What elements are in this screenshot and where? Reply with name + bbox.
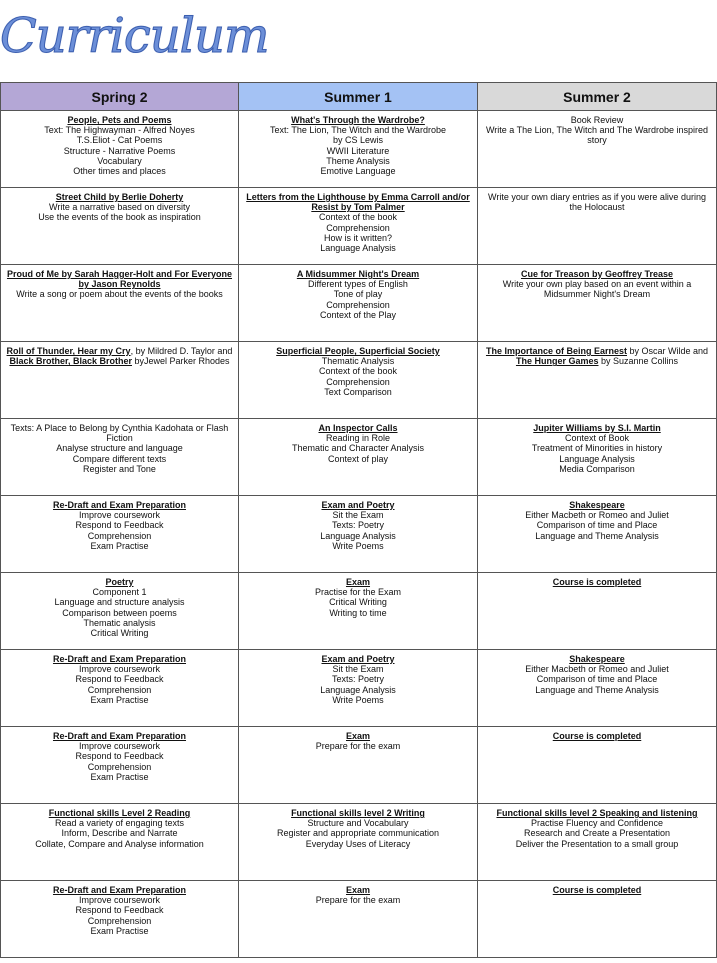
cell-line: Comparison of time and Place bbox=[536, 520, 658, 531]
cell-spring-2 bbox=[1, 727, 239, 804]
cell-summer-2 bbox=[478, 188, 717, 265]
cell-line: Everyday Uses of Literacy bbox=[305, 838, 411, 849]
cell-heading: Exam bbox=[345, 577, 371, 587]
cell-line: Context of play bbox=[327, 453, 389, 464]
table-row bbox=[1, 727, 717, 804]
cell-line: Write your own diary entries as if you were alive during the Holocaust bbox=[488, 192, 706, 213]
cell-line: Comprehension bbox=[326, 222, 390, 233]
table-row bbox=[1, 188, 717, 265]
cell-line: WWII Literature bbox=[326, 145, 390, 156]
table-row bbox=[1, 881, 717, 958]
cell-line: Vocabulary bbox=[97, 155, 142, 166]
header-row bbox=[1, 83, 717, 111]
author-text: by Oscar Wilde and bbox=[627, 346, 709, 356]
cell-line: Respond to Feedback bbox=[75, 520, 164, 531]
cell-line: Write Poems bbox=[332, 540, 384, 551]
cell-spring-2 bbox=[1, 804, 239, 881]
table-row bbox=[1, 265, 717, 342]
cell-line: Comprehension bbox=[87, 684, 152, 695]
column-header-summer-1: Summer 1 bbox=[239, 83, 478, 111]
cell-line: Exam Practise bbox=[90, 771, 149, 782]
cell-line: Writing to time bbox=[329, 607, 387, 618]
cell-line: Other times and places bbox=[73, 166, 166, 177]
cell-summer-1 bbox=[239, 419, 478, 496]
cell-line: Comparison of time and Place bbox=[536, 674, 658, 685]
cell-summer-1 bbox=[239, 727, 478, 804]
cell-heading: Functional skills level 2 Writing bbox=[291, 808, 425, 818]
cell-line: Context of the book bbox=[318, 366, 398, 377]
table-row bbox=[1, 650, 717, 727]
cell-summer-1 bbox=[239, 496, 478, 573]
cell-line: Treatment of Minorities in history bbox=[531, 443, 663, 454]
cell-line: Language Analysis bbox=[320, 530, 396, 541]
cell-line: Comparison between poems bbox=[62, 607, 177, 618]
cell-line: Sit the Exam bbox=[332, 664, 384, 675]
cell-summer-2 bbox=[478, 265, 717, 342]
cell-line: Comprehension bbox=[87, 761, 152, 772]
cell-line: Tone of play bbox=[333, 289, 383, 300]
cell-summer-2 bbox=[478, 111, 717, 188]
cell-line: Deliver the Presentation to a small group bbox=[515, 838, 679, 849]
cell-line: Write Poems bbox=[332, 694, 384, 705]
cell-summer-2 bbox=[478, 881, 717, 958]
cell-heading: Shakespeare bbox=[569, 500, 625, 510]
cell-summer-1 bbox=[239, 881, 478, 958]
cell-spring-2 bbox=[1, 496, 239, 573]
cell-line: Compare different texts bbox=[72, 453, 167, 464]
cell-line: Different types of English bbox=[308, 279, 408, 290]
cell-line: Comprehension bbox=[326, 376, 390, 387]
cell-line: Emotive Language bbox=[320, 166, 396, 177]
cell-line: Improve coursework bbox=[78, 741, 161, 752]
cell-line: Context of the Play bbox=[319, 309, 397, 320]
cell-line: Texts: A Place to Belong by Cynthia Kadohata or Flash Fiction bbox=[10, 423, 229, 444]
cell-summer-2 bbox=[478, 804, 717, 881]
cell-heading: Shakespeare bbox=[569, 654, 625, 664]
cell-line: Write a song or poem about the events of the books bbox=[16, 289, 223, 300]
cell-heading: Course is completed bbox=[552, 577, 642, 587]
cell-line: Register and Tone bbox=[83, 463, 156, 474]
cell-line: Theme Analysis bbox=[326, 155, 390, 166]
cell-line: Either Macbeth or Romeo and Juliet bbox=[525, 664, 669, 675]
book-title: The Hunger Games bbox=[515, 356, 599, 367]
cell-line: Inform, Describe and Narrate bbox=[61, 828, 178, 839]
cell-heading: Course is completed bbox=[552, 885, 642, 895]
cell-line: Exam Practise bbox=[90, 925, 149, 936]
cell-line: Comprehension bbox=[87, 530, 152, 541]
cell-line: Improve coursework bbox=[78, 510, 161, 521]
cell-line: Book Review bbox=[570, 115, 624, 125]
table-row bbox=[1, 342, 717, 419]
cell-line: Thematic and Character Analysis bbox=[291, 443, 425, 454]
cell-line: Write a narrative based on diversity bbox=[49, 202, 190, 213]
cell-line: Text: The Highwayman - Alfred Noyes bbox=[44, 125, 195, 136]
cell-heading: What's Through the Wardrobe? bbox=[291, 115, 425, 125]
cell-line: Language and structure analysis bbox=[54, 597, 185, 608]
cell-summer-2 bbox=[478, 419, 717, 496]
cell-line: Exam Practise bbox=[90, 694, 149, 705]
cell-summer-1 bbox=[239, 650, 478, 727]
cell-heading: Re-Draft and Exam Preparation bbox=[52, 885, 187, 895]
cell-heading: Exam and Poetry bbox=[321, 500, 395, 510]
author-text: by Suzanne Collins bbox=[598, 356, 679, 367]
cell-heading: A Midsummer Night's Dream bbox=[296, 269, 420, 279]
cell-line: Prepare for the exam bbox=[315, 895, 401, 906]
cell-summer-1 bbox=[239, 265, 478, 342]
cell-line: Structure - Narrative Poems bbox=[63, 145, 176, 156]
book-title: Black Brother, Black Brother bbox=[9, 356, 132, 367]
cell-line: Write your own play based on an event within a Midsummer Night's Dream bbox=[502, 279, 692, 300]
cell-line: Structure and Vocabulary bbox=[307, 818, 409, 829]
cell-heading: People, Pets and Poems bbox=[67, 115, 172, 125]
table-row bbox=[1, 111, 717, 188]
cell-heading: Poetry bbox=[105, 577, 134, 587]
cell-line: How is it written? bbox=[323, 232, 393, 243]
cell-line: Text Comparison bbox=[324, 386, 392, 397]
cell-heading: Functional skills Level 2 Reading bbox=[48, 808, 191, 818]
cell-spring-2 bbox=[1, 419, 239, 496]
cell-spring-2 bbox=[1, 573, 239, 650]
cell-summer-2 bbox=[478, 496, 717, 573]
cell-line: Media Comparison bbox=[559, 463, 635, 474]
cell-line: Research and Create a Presentation bbox=[523, 828, 671, 839]
cell-line: Read a variety of engaging texts bbox=[54, 818, 185, 829]
cell-heading: Proud of Me by Sarah Hagger-Holt and For Everyone by Jason Reynolds bbox=[6, 269, 233, 290]
cell-line: Language Analysis bbox=[320, 684, 396, 695]
column-header-summer-2: Summer 2 bbox=[478, 83, 717, 111]
cell-line: Language and Theme Analysis bbox=[535, 530, 659, 541]
cell-line: Context of the book bbox=[318, 212, 398, 223]
cell-spring-2 bbox=[1, 265, 239, 342]
cell-line: Either Macbeth or Romeo and Juliet bbox=[525, 510, 669, 521]
cell-line: Texts: Poetry bbox=[331, 520, 385, 531]
cell-line: by CS Lewis bbox=[332, 135, 384, 146]
cell-summer-2 bbox=[478, 650, 717, 727]
cell-spring-2 bbox=[1, 342, 239, 419]
cell-line: Collate, Compare and Analyse information bbox=[35, 838, 204, 849]
cell-heading: Street Child by Berlie Doherty bbox=[55, 192, 184, 202]
cell-heading: Letters from the Lighthouse by Emma Carroll and/or Resist by Tom Palmer bbox=[246, 192, 470, 213]
author-text: byJewel Parker Rhodes bbox=[132, 356, 230, 367]
cell-line: T.S.Eliot - Cat Poems bbox=[76, 135, 163, 146]
cell-summer-2 bbox=[478, 342, 717, 419]
cell-line: Analyse structure and language bbox=[56, 443, 183, 454]
cell-summer-1 bbox=[239, 188, 478, 265]
cell-heading: Exam bbox=[345, 885, 371, 895]
book-title: Roll of Thunder, Hear my Cry bbox=[6, 346, 131, 356]
author-text: , by Mildred D. Taylor and bbox=[130, 346, 233, 356]
book-title: The Importance of Being Earnest bbox=[485, 346, 627, 356]
cell-rich-text bbox=[481, 346, 713, 366]
cell-summer-1 bbox=[239, 804, 478, 881]
cell-spring-2 bbox=[1, 881, 239, 958]
cell-heading: Superficial People, Superficial Society bbox=[276, 346, 440, 356]
cell-heading: An Inspector Calls bbox=[318, 423, 398, 433]
cell-line: Improve coursework bbox=[78, 664, 161, 675]
cell-line: Exam Practise bbox=[90, 540, 149, 551]
cell-line: Respond to Feedback bbox=[75, 674, 164, 685]
curriculum-table bbox=[0, 82, 717, 958]
cell-line: Thematic analysis bbox=[83, 617, 156, 628]
cell-line: Prepare for the exam bbox=[315, 741, 401, 752]
cell-heading: Re-Draft and Exam Preparation bbox=[52, 654, 187, 664]
cell-line: Respond to Feedback bbox=[75, 751, 164, 762]
cell-line: Respond to Feedback bbox=[75, 905, 164, 916]
cell-line: Language and Theme Analysis bbox=[535, 684, 659, 695]
table-row bbox=[1, 573, 717, 650]
cell-line: Improve coursework bbox=[78, 895, 161, 906]
cell-line: Practise Fluency and Confidence bbox=[530, 818, 664, 829]
cell-spring-2 bbox=[1, 188, 239, 265]
cell-line: Sit the Exam bbox=[332, 510, 384, 521]
cell-line: Comprehension bbox=[87, 915, 152, 926]
cell-line: Language Analysis bbox=[559, 453, 635, 464]
cell-summer-2 bbox=[478, 727, 717, 804]
cell-heading: Jupiter Williams by S.I. Martin bbox=[533, 423, 661, 433]
cell-line: Critical Writing bbox=[329, 597, 387, 608]
cell-heading: Exam and Poetry bbox=[321, 654, 395, 664]
cell-summer-1 bbox=[239, 342, 478, 419]
cell-line: Comprehension bbox=[326, 299, 390, 310]
cell-line: Component 1 bbox=[92, 587, 147, 598]
cell-line: Thematic Analysis bbox=[321, 356, 395, 367]
cell-line: Texts: Poetry bbox=[331, 674, 385, 685]
cell-line: Language Analysis bbox=[320, 243, 396, 254]
cell-heading: Re-Draft and Exam Preparation bbox=[52, 500, 187, 510]
cell-summer-2 bbox=[478, 573, 717, 650]
cell-heading: Cue for Treason by Geoffrey Trease bbox=[520, 269, 674, 279]
table-row bbox=[1, 804, 717, 881]
table-row bbox=[1, 419, 717, 496]
cell-line: Write a The Lion, The Witch and The Wardrobe inspired story bbox=[485, 125, 709, 146]
table-body bbox=[1, 111, 717, 958]
cell-line: Text: The Lion, The Witch and the Wardrobe bbox=[270, 125, 446, 136]
cell-heading: Course is completed bbox=[552, 731, 642, 741]
cell-summer-1 bbox=[239, 573, 478, 650]
table-row bbox=[1, 496, 717, 573]
column-header-spring-2: Spring 2 bbox=[1, 83, 239, 111]
cell-line: Use the events of the book as inspiration bbox=[38, 212, 201, 223]
cell-heading: Re-Draft and Exam Preparation bbox=[52, 731, 187, 741]
cell-line: Context of Book bbox=[564, 433, 630, 444]
cell-line: Critical Writing bbox=[90, 628, 149, 639]
cell-line: Practise for the Exam bbox=[314, 587, 402, 598]
cell-spring-2 bbox=[1, 111, 239, 188]
cell-line: Register and appropriate communication bbox=[276, 828, 440, 839]
cell-rich-text bbox=[4, 346, 235, 366]
cell-summer-1 bbox=[239, 111, 478, 188]
page-title: Curriculum bbox=[0, 8, 269, 64]
cell-heading: Functional skills level 2 Speaking and listening bbox=[496, 808, 698, 818]
cell-line: Reading in Role bbox=[325, 433, 391, 444]
cell-heading: Exam bbox=[345, 731, 371, 741]
cell-spring-2 bbox=[1, 650, 239, 727]
